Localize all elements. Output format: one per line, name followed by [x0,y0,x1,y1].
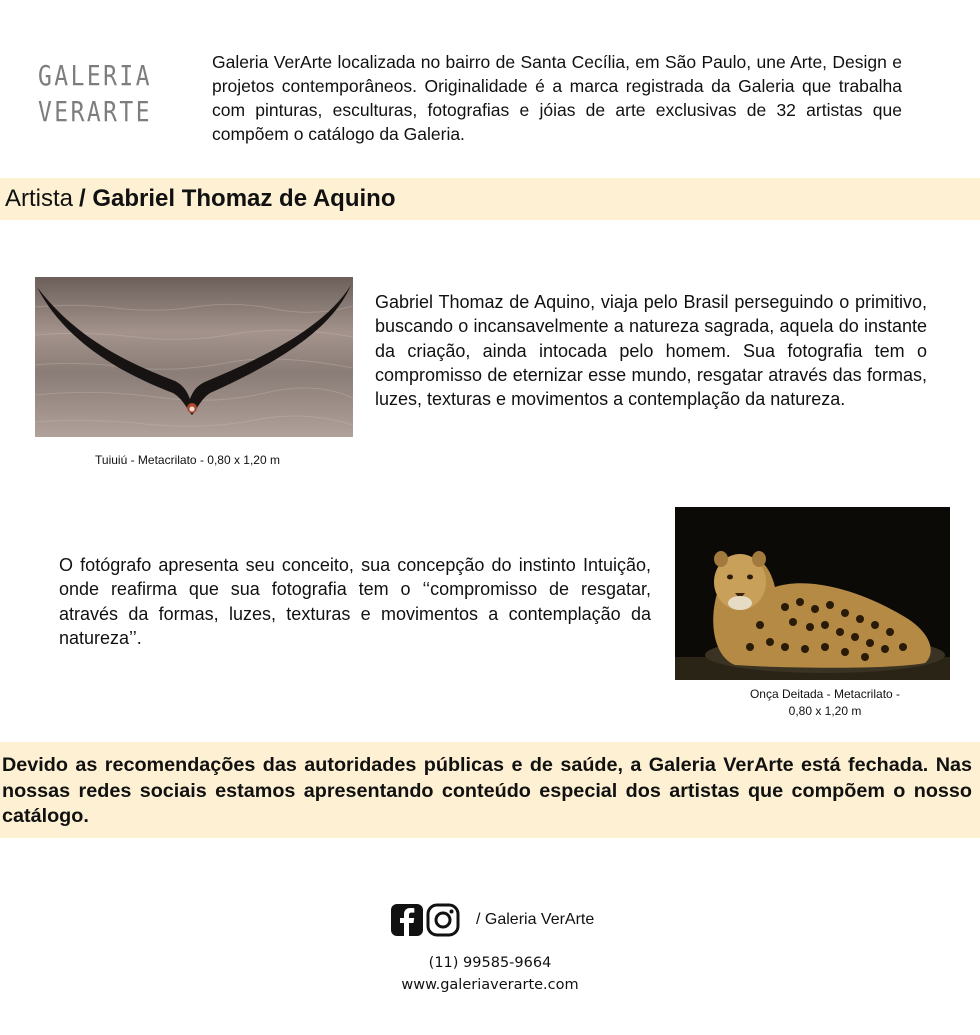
closure-notice-band [0,742,980,838]
artist-name: / Gabriel Thomaz de Aquino [79,185,396,212]
logo-line-2: VERARTE [38,95,152,128]
gallery-logo [38,58,158,130]
artwork2-caption-line1: Onça Deitada - Metacrilato - [749,687,901,701]
social-handle[interactable]: / Galeria VerArte [476,911,595,928]
artwork1-caption: Tuiuiú - Metacrilato - 0,80 x 1,20 m [95,453,280,467]
concept-paragraph: O fotógrafo apresenta seu conceito, sua concepção do instinto Intuição, onde reafirma que sua fotografia tem o ‘‘compromisso de resgatar, através da formas, luzes, texturas e movimentos a contemplação da natureza’’. [59,555,651,648]
gallery-intro: Galeria VerArte localizada no bairro de Santa Cecília, em São Paulo, une Arte, Design e projetos contemporâneos. Originalidade é a marca registrada da Galeria que trabalha com pinturas, esculturas, fotografias e jóias de arte exclusivas de 32 artistas que compõem o catálogo da Galeria. [212,52,902,144]
artwork2-caption-line2: 0,80 x 1,20 m [788,704,862,718]
closure-notice-text: Devido as recomendações das autoridades públicas e de saúde, a Galeria VerArte está fechada. Nas nossas redes sociais estamos apresentando conteúdo especial dos artistas que compõem o nosso catálogo. [2,754,972,827]
logo-line-1: GALERIA [38,59,152,92]
tuiuiu-photo [35,277,353,437]
artist-bio-paragraph: Gabriel Thomaz de Aquino, viaja pelo Brasil perseguindo o primitivo, buscando o incansavelmente a natureza sagrada, aquela do instante da criação, ainda intocada pelo homem. Sua fotografia tem o compromisso de eternizar esse mundo, resgatar através das formas, luzes, texturas e movimentos a contemplação da natureza. [375,292,927,410]
instagram-icon[interactable] [426,903,460,937]
contact-phone[interactable]: (11) 99585-9664 [428,955,552,971]
social-links [390,902,594,938]
website-link[interactable]: www.galeriaverarte.com [401,977,579,993]
artwork2-caption [725,686,925,720]
artist-header-band [0,178,980,220]
artist-label: Artista [5,185,74,212]
facebook-icon[interactable] [390,903,424,937]
onca-photo [675,507,950,680]
